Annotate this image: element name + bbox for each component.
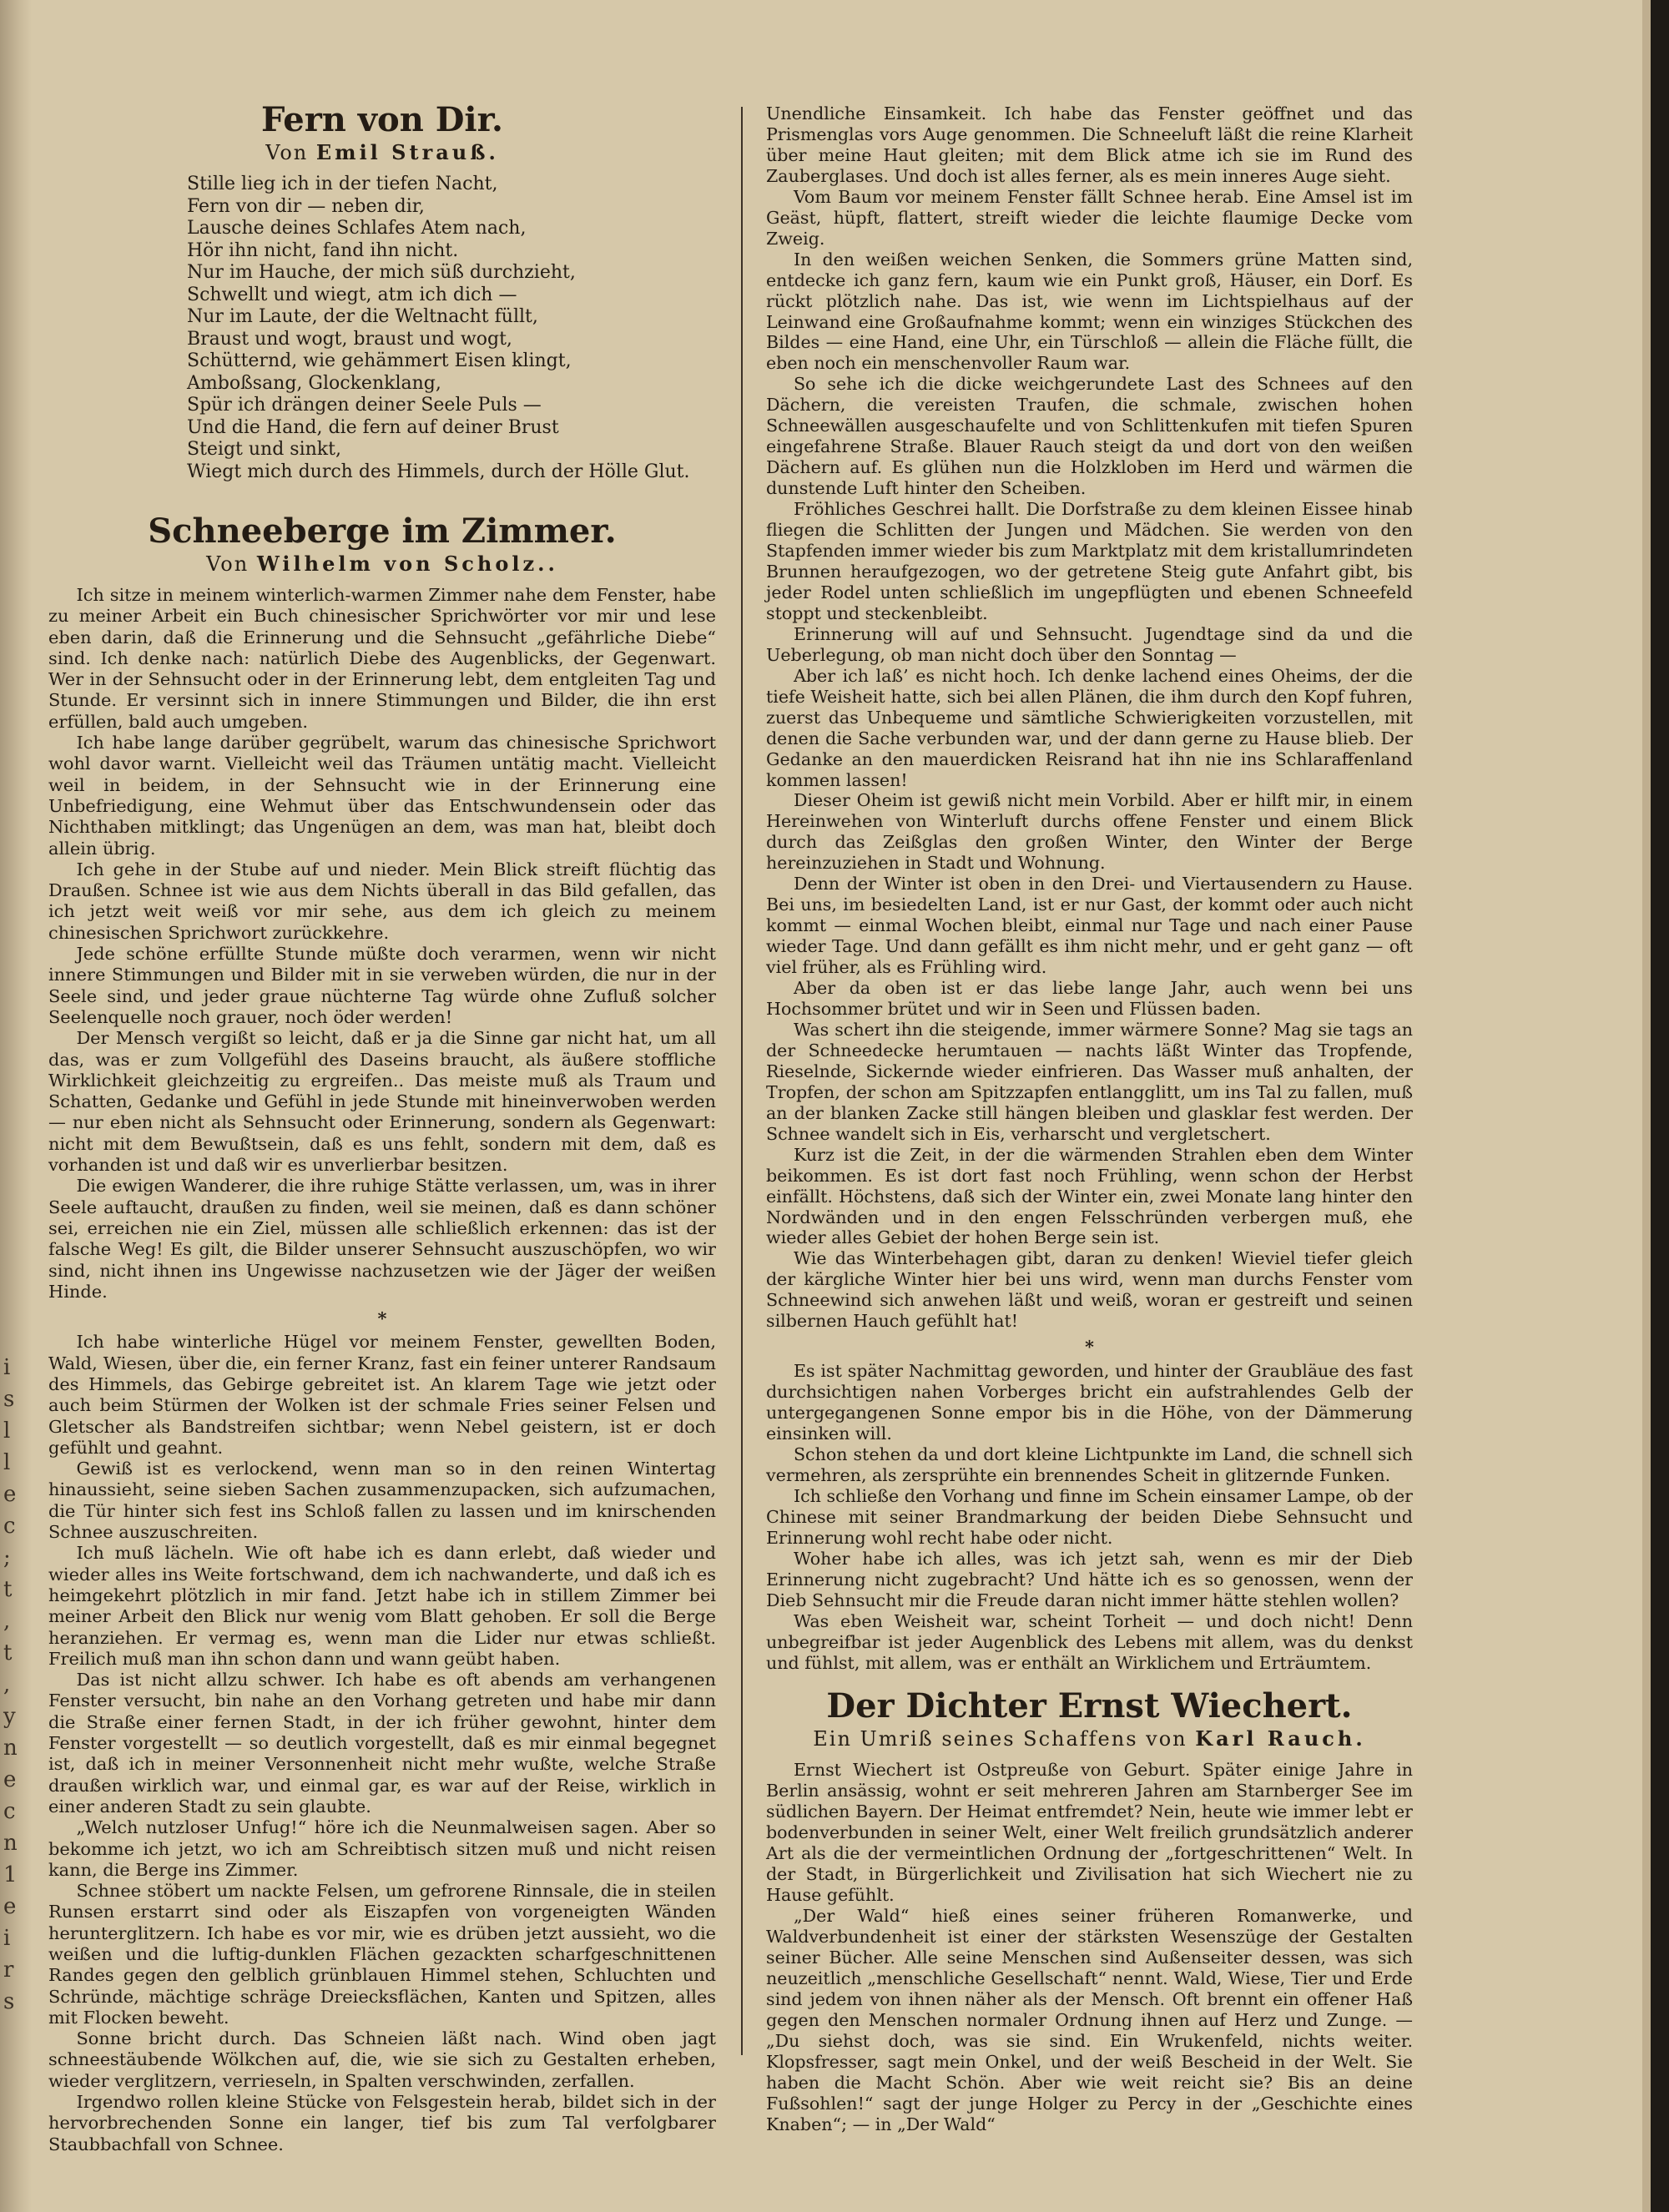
section-star: * (377, 1308, 387, 1329)
section-star: * (1085, 1337, 1094, 1358)
poem-line: Und die Hand, die fern auf deiner Brust (187, 416, 559, 438)
margin-fragment-char: l (3, 1450, 11, 1475)
margin-fragment-char: l (3, 1418, 11, 1444)
paragraph: „Welch nutzloser Unfug!“ höre ich die Neunmalweisen sagen. Aber so bekomme ich jetzt, wo ich am Schreibtisch sitzen muß und nicht reisen kann, die Berge ins Zimmer. (48, 1817, 716, 1880)
margin-fragment-char: t (3, 1640, 13, 1665)
poem-line: Hör ihn nicht, fand ihn nicht. (187, 239, 459, 261)
left-column (48, 100, 716, 2155)
poem-author-name: Emil Strauß. (315, 140, 499, 164)
margin-fragment-char: ; (3, 1545, 11, 1570)
poem-line: Steigt und sinkt, (187, 439, 341, 460)
paragraph: Woher habe ich alles, was ich jetzt sah, wenn es mir der Dieb Erinnerung nicht zugebracht? Und hätte ich es so genossen, wenn der Dieb Sehnsucht mir die Freude daran nicht immer hätte stehlen wollen? (766, 1548, 1413, 1610)
article-author-prefix: Von (206, 552, 250, 576)
margin-fragment-char: t (3, 1577, 13, 1602)
margin-fragment-char: y (3, 1704, 16, 1729)
article3-subtitle-prefix: Ein Umriß seines Schaffens von (813, 1727, 1187, 1751)
margin-fragment (3, 1352, 25, 2018)
paragraph: Was eben Weisheit war, scheint Torheit — und doch nicht! Denn unbegreifbar ist jeder Augenblick des Lebens mit allem, was du denkst und fühlst, mit allem, was er enthält an Wirklichem und Erträumtem. (766, 1610, 1413, 1673)
poem-line: Schwellt und wiegt, atm ich dich — (187, 284, 517, 305)
margin-fragment-char: s (3, 1989, 15, 2014)
paragraph: Erinnerung will auf und Sehnsucht. Jugendtage sind da und die Ueberlegung, ob man nicht doch über den Sonntag — (766, 623, 1413, 665)
margin-fragment-char: i (3, 1926, 11, 1951)
paragraph: Ich gehe in der Stube auf und nieder. Mein Blick streift flüchtig das Draußen. Schnee ist wie aus dem Nichts überall in das Bild gefallen, das ich jetzt weit weiß vor mir sehe, aus dem ich gleich zu meinem chinesischen Sprichwort zurückkehre. (48, 859, 716, 943)
article3-subtitle-author: Karl Rauch. (1195, 1726, 1366, 1751)
poem-line: Wiegt mich durch des Himmels, durch der Hölle Glut. (187, 461, 690, 482)
margin-fragment-char: e (3, 1767, 17, 1792)
paragraph: Dieser Oheim ist gewiß nicht mein Vorbild. Aber er hilft mir, in einem Hereinwehen von Winterluft durchs offene Fenster und einem Blick durch das Zeißglas den großen Winter, den Winter der Berge hereinzuziehen in Stadt und Wohnung. (766, 790, 1413, 874)
margin-fragment-char: n (3, 1736, 18, 1761)
paragraph: Schon stehen da und dort kleine Lichtpunkte im Land, die schnell sich vermehren, als zersprühte ein brennendes Scheit in glitzernde Funken. (766, 1444, 1413, 1485)
poem-line: Braust und wogt, braust und wogt, (187, 328, 512, 350)
margin-fragment-char: e (3, 1894, 17, 1919)
margin-fragment-char: i (3, 1355, 11, 1380)
poem-line: Amboßsang, Glockenklang, (187, 372, 441, 394)
paragraph: Jede schöne erfüllte Stunde müßte doch verarmen, wenn wir nicht innere Stimmungen und Bilder mit in sie verweben würden, die nur in der Seele sind, und jeder graue nüchterne Tag würde ohne Zufluß solcher Seelenquelle noch grauer, noch öder werden! (48, 944, 716, 1027)
paragraph: Vom Baum vor meinem Fenster fällt Schnee herab. Eine Amsel ist im Geäst, hüpft, flattert, streift wieder die leichte flaumige Decke vom Zweig. (766, 186, 1413, 249)
paragraph: Was schert ihn die steigende, immer wärmere Sonne? Mag sie tags an der Schneedecke herumtauen — nachts läßt Winter das Tropfende, Rieselnde, Sickernde wieder einfrieren. Das Wasser muß anhalten, der Tropfen, der schon am Spitzzapfen entlangglitt, um ins Tal zu fallen, muß an der blanken Zacke still hängen bleiben und glasklar fest werden. Der Schnee wandelt sich in Eis, verharscht und vergletschert. (766, 1019, 1413, 1144)
poem-line: Lausche deines Schlafes Atem nach, (187, 218, 527, 239)
paragraph: In den weißen weichen Senken, die Sommers grüne Matten sind, entdecke ich ganz fern, kaum wie ein Punkt groß, Häuser, ein Dorf. Es rückt plötzlich nahe. Das ist, wie wenn im Lichtspielhaus auf der Leinwand eine Großaufnahme kommt; wenn ein winziges Stückchen des Bildes — eine Hand, eine Uhr, ein Türschloß — allein die Fläche füllt, die eben noch ein menschenvoller Raum war. (766, 249, 1413, 374)
poem-title: Fern von Dir. (261, 100, 503, 139)
margin-fragment-char: 1 (3, 1862, 18, 1887)
margin-fragment-char: c (3, 1799, 16, 1824)
poem-line: Schütternd, wie gehämmert Eisen klingt, (187, 350, 572, 371)
paragraph: „Der Wald“ hieß eines seiner früheren Romanwerke, und Waldverbundenheit ist einer der stärksten Wesenszüge der Gestalten seiner Bücher. Alle seine Menschen sind Außenseiter dessen, was sich neuzeitlich „menschliche Gesellschaft“ nennt. Wald, Wiese, Tier und Erde sind jedem von ihnen näher als der Mensch. Oft brennt ein offener Haß gegen den Menschen normaler Ordnung ihnen auf Herz und Zunge. — „Du siehst doch, was sie sind. Ein Wrukenfeld, nichts weiter. Klopsfresser, sagt mein Onkel, und der weiß Bescheid in der Welt. Sie haben die Macht Schön. Aber wie weit reicht sie? Bis an deine Fußsohlen!“ sagt der junge Holger zu Percy in der „Geschichte eines Knaben“; — in „Der Wald“ (766, 1906, 1413, 2134)
paragraph: Denn der Winter ist oben in den Drei- und Viertausendern zu Hause. Bei uns, im besiedelten Land, ist er nur Gast, der kommt oder auch nicht kommt — einmal Wochen bleibt, einmal nur Tage und nach einer Pause wieder Tage. Und dann gefällt es ihm nicht mehr, und er geht ganz — oft viel früher, als es Frühling wird. (766, 874, 1413, 978)
margin-fragment-char: n (3, 1831, 18, 1856)
paragraph: Es ist später Nachmittag geworden, und hinter der Graubläue des fast durchsichtigen nahen Vorberges bricht ein aufstrahlendes Gelb der untergegangenen Sonne empor bis in die Höhe, von der Dämmerung einsinken will. (766, 1361, 1413, 1444)
paragraph: Irgendwo rollen kleine Stücke von Felsgestein herab, bildet sich in der hervorbrechenden Sonne ein langer, tief bis zum Tal verfolgbarer Staubbachfall von Schnee. (48, 2092, 716, 2154)
right-page-edge (1642, 0, 1651, 2212)
margin-fragment-char: s (3, 1387, 15, 1412)
margin-fragment-char: e (3, 1482, 17, 1507)
right-column (766, 103, 1413, 2135)
article-author (48, 552, 716, 577)
paragraph: Die ewigen Wanderer, die ihre ruhige Stätte verlassen, um, was in ihrer Seele auftaucht, draußen zu finden, weil sie meinen, daß es dann schöner sei, erreichen nie ein Ziel, müssen alle schließlich erkennen: das ist der falsche Weg! Es gilt, die Bilder unserer Sehnsucht auszuschöpfen, wo wir sind, nicht ihnen ins Ungewisse nachzusetzen wie der Jäger der weißen Hinde. (48, 1176, 716, 1302)
binding-edge (1651, 0, 1669, 2212)
paragraph: Schnee stöbert um nackte Felsen, um gefrorene Rinnsale, die in steilen Runsen erstarrt sind oder als Eiszapfen von vorgeneigten Wänden herunterglitzern. Ich habe es vor mir, wie es drüben jetzt aussieht, wo die weißen und die luftig-dunklen Flächen gezackten scharfgeschnittenen Randes gegen den gelblich grünblauen Himmel stehen, Schluchten und Schründe, mächtige schräge Dreiecksflächen, Kanten und Spitzen, alles mit Flocken beweht. (48, 1881, 716, 2028)
paragraph: Unendliche Einsamkeit. Ich habe das Fenster geöffnet und das Prismenglas vors Auge genommen. Die Schneeluft läßt die reine Klarheit über meine Haut gleiten; mit dem Blick atme ich sie im Rund des Zauberglases. Und doch ist alles ferner, als es mein inneres Auge sieht. (766, 103, 1413, 186)
article-title: Schneeberge im Zimmer. (148, 511, 617, 551)
poem-line: Nur im Hauche, der mich süß durchzieht, (187, 262, 576, 283)
paragraph: Der Mensch vergißt so leicht, daß er ja die Sinne gar nicht hat, um all das, was er zum Vollgefühl des Daseins braucht, als äußere stoffliche Wirklichkeit gleichzeitig zu ergreifen.. Das meiste muß als Traum und Schatten, Gedanke und Gefühl in jede Stunde mit hineinverwoben werden — nur eben nicht als Sehnsucht oder Erinnerung, sondern als Gegenwart: nicht mit dem Bewußtsein, daß es uns fehlt, sondern mit dem, daß es vorhanden ist und daß wir es unverlierbar besitzen. (48, 1028, 716, 1176)
margin-fragment-char: , (3, 1609, 11, 1634)
poem-author-prefix: Von (265, 141, 309, 164)
poem-line: Nur im Laute, der die Weltnacht füllt, (187, 306, 538, 327)
paragraph: Sonne bricht durch. Das Schneien läßt nach. Wind oben jagt schneestäubende Wölkchen auf, die, wie sie sich zu Gestalten erheben, wieder verglitzern, verrieseln, in Spalten verschwinden, zerfallen. (48, 2028, 716, 2091)
article3-subtitle (766, 1726, 1413, 1751)
paragraph: Ernst Wiechert ist Ostpreuße von Geburt. Später einige Jahre in Berlin ansässig, wohnt er seit mehreren Jahren am Starnberger See im südlichen Bayern. Der Heimat entfremdet? Nein, heute wie immer lebt er bodenverbunden in seiner Welt, einer Welt freilich grundsätzlich anderer Art als die der vermeintlichen Ordnung der „fortgeschrittenen“ Welt. In der Stadt, in Bürgerlichkeit und Zivilisation hat sich Wiechert nie zu Hause gefühlt. (766, 1760, 1413, 1906)
margin-fragment-char: r (3, 1958, 14, 1983)
paragraph: Gewiß ist es verlockend, wenn man so in den reinen Wintertag hinaussieht, seine sieben Sachen zusammenzupacken, sich aufzumachen, die Tür hinter sich fest ins Schloß fallen zu lassen und im knirschenden Schnee auszuschreiten. (48, 1459, 716, 1543)
paragraph: Ich schließe den Vorhang und finne im Schein einsamer Lampe, ob der Chinese mit seiner Brandmarkung der beiden Diebe Sehnsucht und Erinnerung wohl recht habe oder nicht. (766, 1485, 1413, 1548)
paragraph: Kurz ist die Zeit, in der die wärmenden Strahlen eben dem Winter beikommen. Es ist dort fast noch Frühling, wenn schon der Herbst einfällt. Höchstens, daß sich der Winter ein, zwei Monate lang hinter den Nordwänden und in den engen Felsschründen verbergen muß, ehe wieder alles Gebiet der hohen Berge sein ist. (766, 1144, 1413, 1248)
paragraph: Ich sitze in meinem winterlich-warmen Zimmer nahe dem Fenster, habe zu meiner Arbeit ein Buch chinesischer Sprichwörter vor mir und lese eben darin, daß die Erinnerung und die Sehnsucht „gefährliche Diebe“ sind. Ich denke nach: natürlich Diebe des Augenblicks, der Gegenwart. Wer in der Sehnsucht oder in der Erinnerung lebt, dem entgleiten Tag und Stunde. Er versinnt sich in innere Stimmungen und Bilder, die ihn erst erfüllen, bald auch umgeben. (48, 585, 716, 732)
column-divider (741, 107, 743, 2055)
paragraph: Das ist nicht allzu schwer. Ich habe es oft abends am verhangenen Fenster versucht, bin nahe an den Vorhang getreten und habe mir dann die Straße einer fernen Stadt, in der ich früher gewohnt, hinter dem Fenster vorgestellt — so deutlich vorgestellt, daß es mir einmal begegnet ist, daß ich in meiner Versonnenheit nicht mehr wußte, welche Straße draußen wirklich war, und einmal gar, es war auf der Reise, wirklich in einer anderen Stadt zu sein glaubte. (48, 1670, 716, 1816)
poem-line: Fern von dir — neben dir, (187, 195, 425, 217)
margin-fragment-char: c (3, 1514, 16, 1539)
paragraph: Aber ich laß’ es nicht hoch. Ich denke lachend eines Oheims, der die tiefe Weisheit hatte, sich bei allen Plänen, die ihm durch den Kopf fuhren, zuerst das Unbequeme und sämtliche Schwierigkeiten vorzustellen, mit denen die Sache verbunden war, und der dann gerne zu Hause blieb. Der Gedanke an den mauerdicken Reisrand hat ihn nie ins Schlaraffenland kommen lassen! (766, 665, 1413, 790)
poem-line: Spür ich drängen deiner Seele Puls — (187, 395, 542, 416)
paragraph: Ich habe winterliche Hügel vor meinem Fenster, gewellten Boden, Wald, Wiesen, über die, ein ferner Kranz, fast ein feiner unterer Randsaum des Himmels, das Gebirge gebreitet ist. An klarem Tage wie jetzt oder auch beim Stürmen der Wolken ist der schmale Fries seiner Felsen und Gletscher als Bandstreifen sichtbar; wenn Nebel geistern, ist er doch gefühlt und geahnt. (48, 1332, 716, 1458)
paragraph: Aber da oben ist er das liebe lange Jahr, auch wenn bei uns Hochsommer brütet und wir in Seen und Flüssen baden. (766, 978, 1413, 1019)
article-author-name: Wilhelm von Scholz.. (256, 552, 558, 576)
paragraph: Ich habe lange darüber gegrübelt, warum das chinesische Sprichwort wohl davor warnt. Vielleicht weil das Träumen untätig macht. Vielleicht weil in beidem, in der Sehnsucht wie in der Erinnerung eine Unbefriedigung, eine Wehmut über das Entschwundensein oder das Nichthaben mitklingt; das Ungenügen an dem, was man hat, bleibt doch allein übrig. (48, 733, 716, 859)
paragraph: Ich muß lächeln. Wie oft habe ich es dann erlebt, daß wieder und wieder alles ins Weite fortschwand, dem ich nachwanderte, und daß ich es heimgekehrt plötzlich in mir fand. Jetzt habe ich in stillem Zimmer bei meiner Arbeit den Blick nur wenig vom Blatt gehoben. Er soll die Berge heranziehen. Er vermag es, wenn man die Lider nur etwas schließt. Freilich muß man ihn schon dann und wann geübt haben. (48, 1543, 716, 1669)
poem-line: Stille lieg ich in der tiefen Nacht, (187, 174, 498, 194)
poem-author (48, 140, 716, 165)
margin-fragment-char: , (3, 1672, 11, 1697)
article3-title: Der Dichter Ernst Wiechert. (826, 1686, 1353, 1726)
paragraph: So sehe ich die dicke weichgerundete Last des Schnees auf den Dächern, die vereisten Traufen, die schmale, zwischen hohen Schneewällen ausgeschaufelte und von Schlittenkufen mit tiefen Spuren eingefahrene Straße. Blauer Rauch steigt da und dort von den weißen Dächern auf. Es glühen nun die Holzkloben im Herd und wärmen die dunstende Luft hinter den Scheiben. (766, 374, 1413, 499)
paragraph: Wie das Winterbehagen gibt, daran zu denken! Wieviel tiefer gleich der kärgliche Winter hier bei uns wird, wenn man durchs Fenster vom Schneewind sich anwehen läßt und weiß, woran er gestreift und seinen silbernen Hauch gefühlt hat! (766, 1248, 1413, 1332)
paragraph: Fröhliches Geschrei hallt. Die Dorfstraße zu dem kleinen Eissee hinab fliegen die Schlitten der Jungen und Mädchen. Sie werden von den Stapfenden immer wieder bis zum Marktplatz mit dem kristallumrindeten Brunnen heraufgezogen, wo der getretene Steig gute Anfahrt gibt, bis jeder Rodel unten schließlich im ungepflügten und ebenen Schneefeld stoppt und steckenbleibt. (766, 499, 1413, 623)
poem (48, 174, 716, 483)
